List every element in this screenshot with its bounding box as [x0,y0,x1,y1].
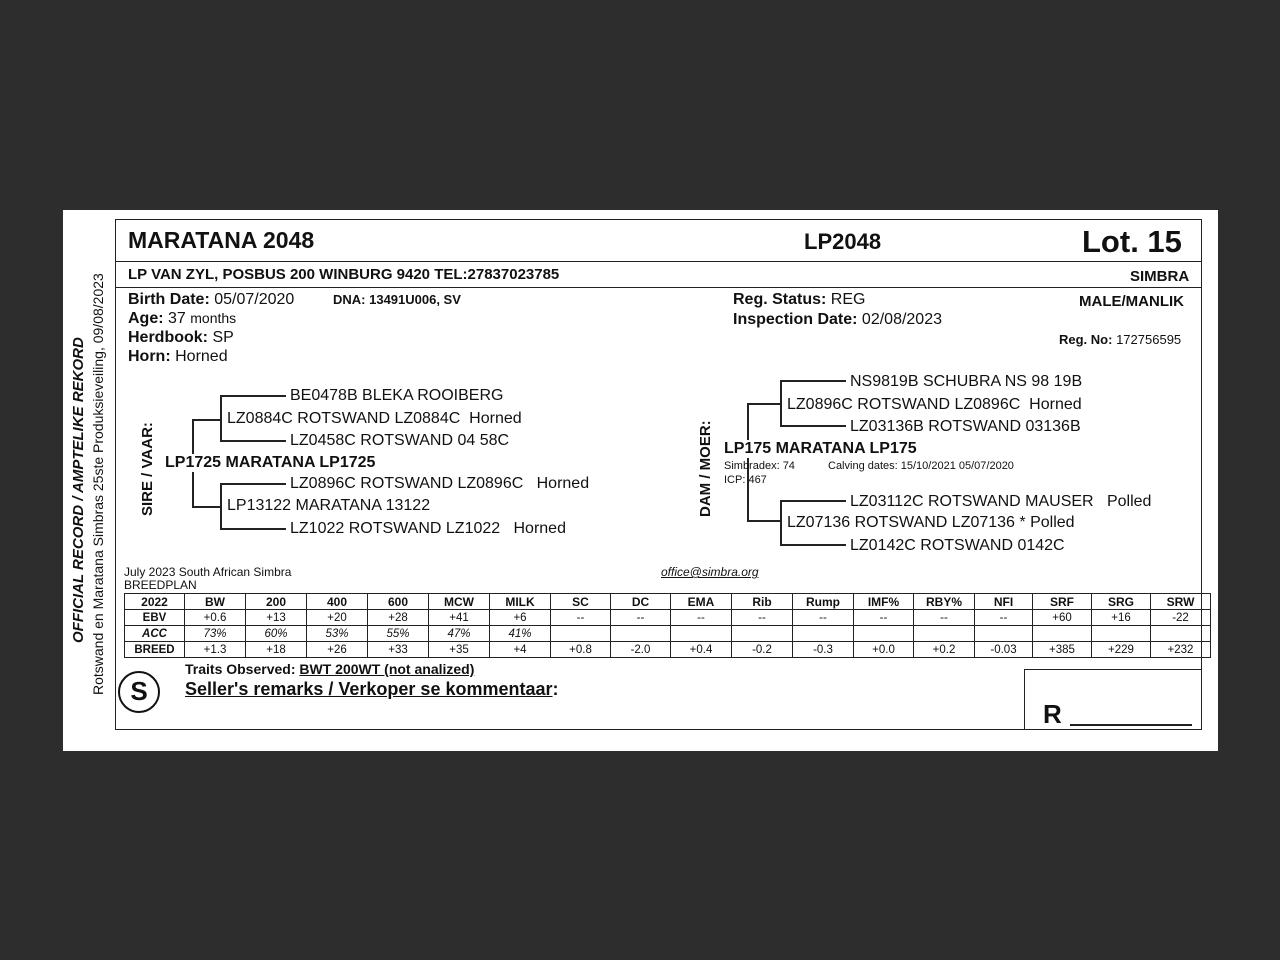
table-cell: +0.2 [914,642,975,658]
inspection-date: Inspection Date: 02/08/2023 [733,311,942,328]
column-header: SRG [1092,594,1151,610]
dam-sire-dam: LZ03136B ROTSWAND 03136B [850,418,1081,435]
price-input-line[interactable] [1070,724,1192,726]
column-header: RBY% [914,594,975,610]
table-cell: -0.3 [793,642,854,658]
dam-sire: LZ0896C ROTSWAND LZ0896C Horned [787,396,1082,413]
dam-dam-dam: LZ0142C ROTSWAND 0142C [850,537,1065,554]
table-row-acc [125,626,1211,642]
animal-name: MARATANA 2048 [128,227,315,253]
table-cell: -- [732,610,793,626]
age: Age: 37 months [128,310,237,327]
column-header: NFI [975,594,1033,610]
table-cell: +18 [246,642,307,658]
animal-id: LP2048 [804,229,882,254]
table-cell [793,626,854,642]
table-cell [551,626,611,642]
column-header: 200 [246,594,307,610]
dam-dam-sire: LZ03112C ROTSWAND MAUSER Polled [850,493,1152,510]
simbra-logo-icon: S [118,671,160,713]
horn-status: Horn: Horned [128,348,228,365]
table-cell: -0.03 [975,642,1033,658]
table-cell [611,626,671,642]
column-header: 2022 [125,594,185,610]
table-row-breed [125,642,1211,658]
dam-name: LP175 MARATANA LP175 [724,440,917,457]
table-cell: 53% [307,626,368,642]
divider [115,287,1202,288]
dam-label: DAM / MOER: [697,420,714,517]
table-cell: +6 [490,610,551,626]
table-cell: +229 [1092,642,1151,658]
breed-label: SIMBRA [1130,268,1190,285]
table-cell: +1.3 [185,642,246,658]
table-cell: 55% [368,626,429,642]
table-cell [975,626,1033,642]
table-cell: 41% [490,626,551,642]
column-header: Rump [793,594,854,610]
table-cell: +232 [1151,642,1211,658]
column-header: IMF% [854,594,914,610]
email-link[interactable]: office@simbra.org [661,565,759,579]
table-cell: 73% [185,626,246,642]
table-cell [854,626,914,642]
breedplan-table [124,593,1211,658]
table-cell: +0.8 [551,642,611,658]
column-header: SRF [1033,594,1092,610]
table-cell: +20 [307,610,368,626]
table-cell: -22 [1151,610,1211,626]
table-cell: -2.0 [611,642,671,658]
reg-number: Reg. No: 172756595 [1059,332,1182,347]
table-cell: 60% [246,626,307,642]
column-header: SRW [1151,594,1211,610]
table-cell: -- [551,610,611,626]
table-cell: +0.0 [854,642,914,658]
breedplan-source: July 2023 South African Simbra [124,565,292,579]
sire-sire: LZ0884C ROTSWAND LZ0884C Horned [227,410,522,427]
simbradex: Simbradex: 74 [724,460,795,472]
column-header: BW [185,594,246,610]
column-header: MCW [429,594,490,610]
herdbook: Herdbook: SP [128,329,234,346]
birth-date: Birth Date: 05/07/2020 [128,291,295,308]
sire-sire-sire: BE0478B BLEKA ROOIBERG [290,387,504,404]
column-header: Rib [732,594,793,610]
table-cell: -0.2 [732,642,793,658]
auction-label: Rotswand en Maratana Simbras 25ste Produksieveiling, 09/08/2023 [90,273,106,695]
sire-sire-dam: LZ0458C ROTSWAND 04 58C [290,432,510,449]
sex: MALE/MANLIK [1079,293,1184,310]
dna-info: DNA: 13491U006, SV [333,292,461,307]
traits-observed: Traits Observed: BWT 200WT (not analized) [185,661,475,677]
table-cell: +41 [429,610,490,626]
owner-line: LP VAN ZYL, POSBUS 200 WINBURG 9420 TEL:27837023785 [128,266,560,283]
dam-dam: LZ07136 ROTSWAND LZ07136 * Polled [787,514,1075,531]
icp: ICP: 467 [724,474,767,486]
sire-label: SIRE / VAAR: [139,422,156,516]
dam-sire-sire: NS9819B SCHUBRA NS 98 19B [850,373,1083,390]
sire-dam-dam: LZ1022 ROTSWAND LZ1022 Horned [290,520,566,537]
divider [115,261,1202,262]
table-cell: +13 [246,610,307,626]
table-cell [671,626,732,642]
table-cell: ACC [125,626,185,642]
breedplan-label: BREEDPLAN [124,578,197,592]
table-header-row [125,594,1211,610]
table-cell: +33 [368,642,429,658]
table-cell: +385 [1033,642,1092,658]
sire-dam: LP13122 MARATANA 13122 [227,497,431,514]
table-cell: +28 [368,610,429,626]
calving-dates: Calving dates: 15/10/2021 05/07/2020 [828,460,1014,472]
table-cell: -- [793,610,854,626]
table-cell: +16 [1092,610,1151,626]
table-cell [732,626,793,642]
table-cell: +35 [429,642,490,658]
table-cell: +60 [1033,610,1092,626]
table-cell: +0.6 [185,610,246,626]
price-label: R [1043,699,1062,729]
column-header: 600 [368,594,429,610]
table-cell [914,626,975,642]
table-cell: -- [611,610,671,626]
table-cell [1033,626,1092,642]
table-cell [1151,626,1211,642]
table-cell: EBV [125,610,185,626]
column-header: EMA [671,594,732,610]
sire-dam-sire: LZ0896C ROTSWAND LZ0896C Horned [290,475,590,492]
table-cell: -- [671,610,732,626]
sire-name: LP1725 MARATANA LP1725 [165,454,376,471]
reg-status: Reg. Status: REG [733,291,866,308]
table-cell: BREED [125,642,185,658]
table-cell: +4 [490,642,551,658]
table-cell [1092,626,1151,642]
column-header: DC [611,594,671,610]
table-row-ebv [125,610,1211,626]
table-cell: -- [854,610,914,626]
table-cell: -- [914,610,975,626]
lot-number: Lot. 15 [1082,224,1182,259]
official-record-label: OFFICIAL RECORD / AMPTELIKE REKORD [70,337,87,643]
table-cell: +0.4 [671,642,732,658]
table-cell: -- [975,610,1033,626]
table-cell: +26 [307,642,368,658]
seller-remarks: Seller's remarks / Verkoper se kommentaar: [185,679,559,699]
table-cell: 47% [429,626,490,642]
column-header: 400 [307,594,368,610]
column-header: MILK [490,594,551,610]
column-header: SC [551,594,611,610]
